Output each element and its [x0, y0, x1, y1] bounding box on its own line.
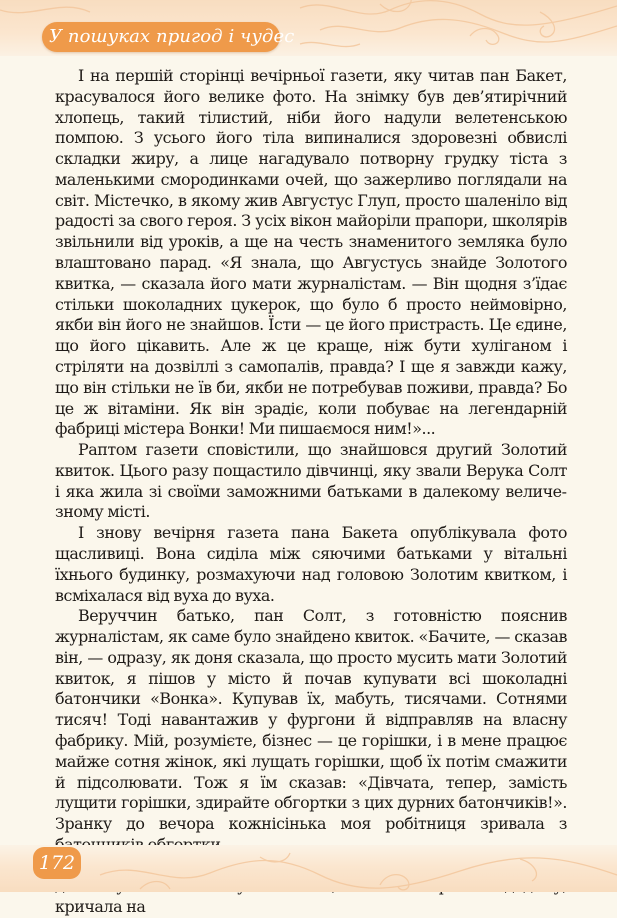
paragraph-1: I на першій сторінці вечірньої газети, яку читав пан Бакет, красувалося його велике фото. На знімку був дев’ятирічний хлопець, такий тілистий, ніби його надули велетенською помпою. З усього його тіла випиналися здоровезні обвислі складки жиру, а лице нагадувало потворну грудку тіста з маленькими смородинками очей, що зажерливо поглядали на світ. Містечко, в якому жив Августус Глуп, просто шаленіло від радості за свого героя. З усіх вікон майоріли прапори, школярів звільнили від уроків, а ще на честь знаменитого земляка було влаштовано парад. «Я знала, що Августусь знайде Золотого квитка, — сказала його мати журналістам. — Він щодня з’їдає стільки шоколадних цукерок, що було б просто неймовірно, якби він його не знайшов. Їсти — це його пристрасть. Це єдине, що його цікавить. Але ж це краще, ніж бути хуліганом і стріляти на дозвіллі з самопалів, правда? I ще я завжди кажу, що він стільки не їв би, якби не потребував поживи, правда? Бо це ж вітаміни. Як він зрадіє, коли побуває на легендарній фабриці містера Вонки! Ми пишаємося ним!»... — [55, 66, 567, 439]
paragraph-3: I знову вечірня газета пана Бакета опублікувала фото щасливиці. Вона сиділа між сяючими батьками у вітальні їхнього будинку, розмахуючи над головою Золотим квитком, і всміхалася від вуха до вуха. — [55, 523, 567, 605]
section-title: У пошуках пригод і чудес — [49, 26, 295, 47]
paragraph-2: Раптом газети сповістили, що знайшовся другий Золотий квиток. Цього разу пощастило дівчинці, яку звали Верука Солт і яка жила зі своїми заможними батьками в далекому величезному місті. — [55, 440, 567, 522]
paragraph-4: Веруччин батько, пан Солт, з готовністю пояснив журналістам, як саме було знайдено квиток. «Бачите, — сказав він, — одразу, як доня сказала, що просто мусить мати Золотий квиток, я пішов у місто й почав купувати всі шоколадні батончики «Вонка». Купував їх, мабуть, тисячами. Сотнями тисяч! Тоді навантажив у фургони й відправляв на власну фабрику. Мій, розумієте, бізнес — це горішки, і в мене працює майже сотня жінок, які лущать горішки, щоб їх потім смажити й підсолювати. Тож я їм сказав: «Дівчата, тепер, замість лущити горішки, здирайте обгортки з цих дурних батончиків!». Зранку до вечора кожнісінька моя робітниця зривала з — [55, 606, 567, 834]
swirl-ornament-icon — [0, 845, 617, 892]
paragraph-5: кричала на — [55, 897, 146, 917]
page-number: 172 — [38, 852, 76, 874]
footer-ornament-band — [0, 845, 617, 892]
body-text — [55, 66, 567, 918]
